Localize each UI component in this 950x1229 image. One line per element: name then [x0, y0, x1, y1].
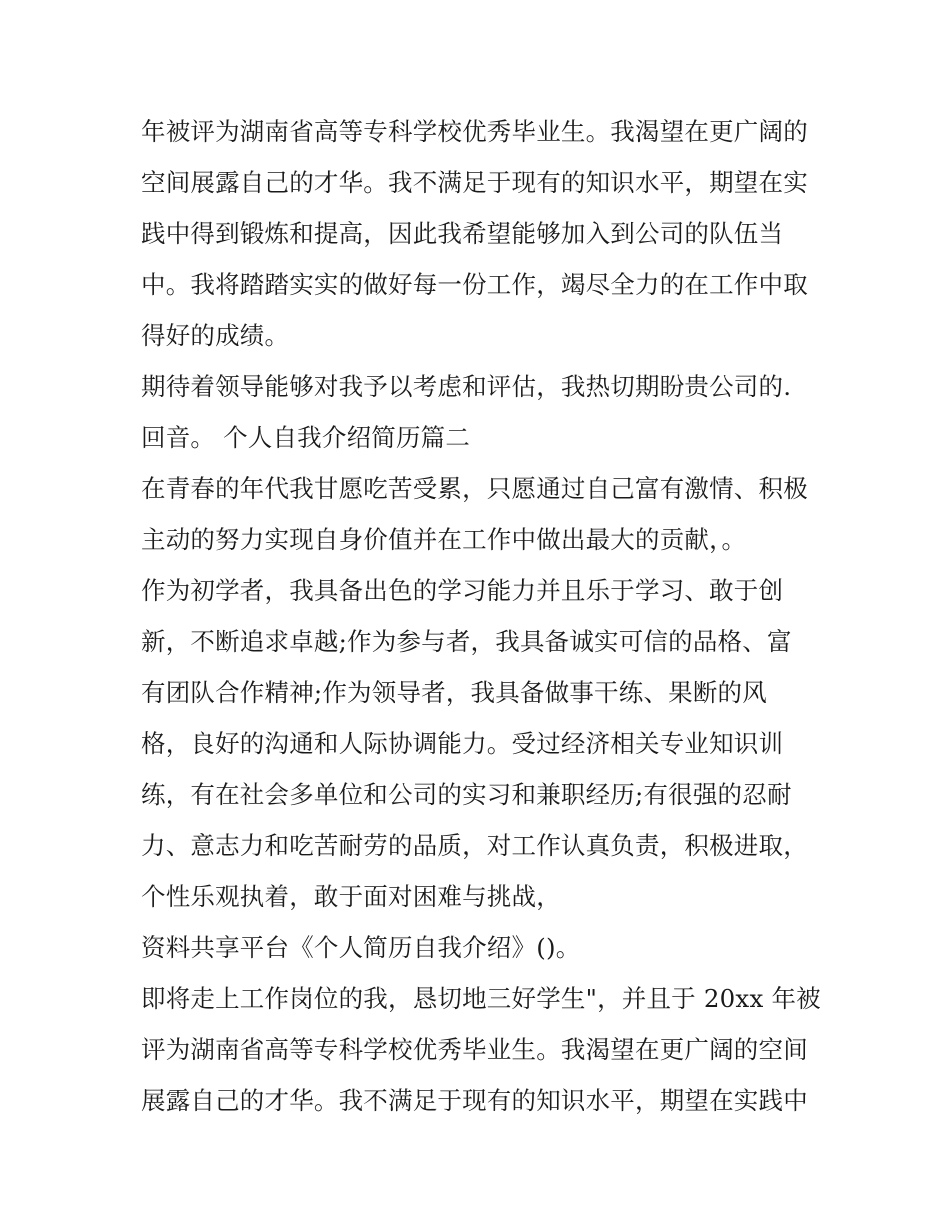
text-line: 空间展露自己的才华。我不满足于现有的知识水平，期望在实	[141, 168, 808, 197]
text-line: 新，不断追求卓越;作为参与者，我具备诚实可信的品格、富	[141, 627, 792, 656]
text-line: 得好的成绩。	[141, 321, 290, 350]
text-line: 作为初学者，我具备出色的学习能力并且乐于学习、敢于创	[141, 576, 784, 605]
text-line: 格，良好的沟通和人际协调能力。受过经济相关专业知识训	[141, 729, 784, 758]
text-line: 主动的努力实现自身价值并在工作中做出最大的贡献，。	[141, 525, 747, 554]
text-line: 力、意志力和吃苦耐劳的品质，对工作认真负责，积极进取，	[141, 831, 808, 860]
text-line: 践中得到锻炼和提高，因此我希望能够加入到公司的队伍当	[141, 219, 784, 248]
text-line: 回音。 个人自我介绍简历篇二	[141, 423, 471, 452]
text-line: 练，有在社会多单位和公司的实习和兼职经历;有很强的忍耐	[141, 780, 792, 809]
text-line: 个性乐观执着，敢于面对困难与挑战，	[141, 882, 561, 911]
text-line: 期待着领导能够对我予以考虑和评估，我热切期盼贵公司的.	[141, 372, 792, 401]
text-line: 展露自己的才华。我不满足于现有的知识水平，期望在实践中	[141, 1086, 808, 1115]
text-line: 年被评为湖南省高等专科学校优秀毕业生。我渴望在更广阔的	[141, 117, 808, 146]
text-line: 即将走上工作岗位的我，恳切地三好学生"，并且于 20xx 年被	[141, 984, 821, 1013]
text-line: 中。我将踏踏实实的做好每一份工作，竭尽全力的在工作中取	[141, 270, 808, 299]
text-line: 评为湖南省高等专科学校优秀毕业生。我渴望在更广阔的空间	[141, 1035, 808, 1064]
text-line: 在青春的年代我甘愿吃苦受累，只愿通过自己富有激情、积极	[141, 474, 808, 503]
text-line: 有团队合作精神;作为领导者，我具备做事干练、果断的风	[141, 678, 767, 707]
document-body	[141, 106, 831, 1126]
text-line: 资料共享平台《个人简历自我介绍》()。	[141, 933, 581, 962]
